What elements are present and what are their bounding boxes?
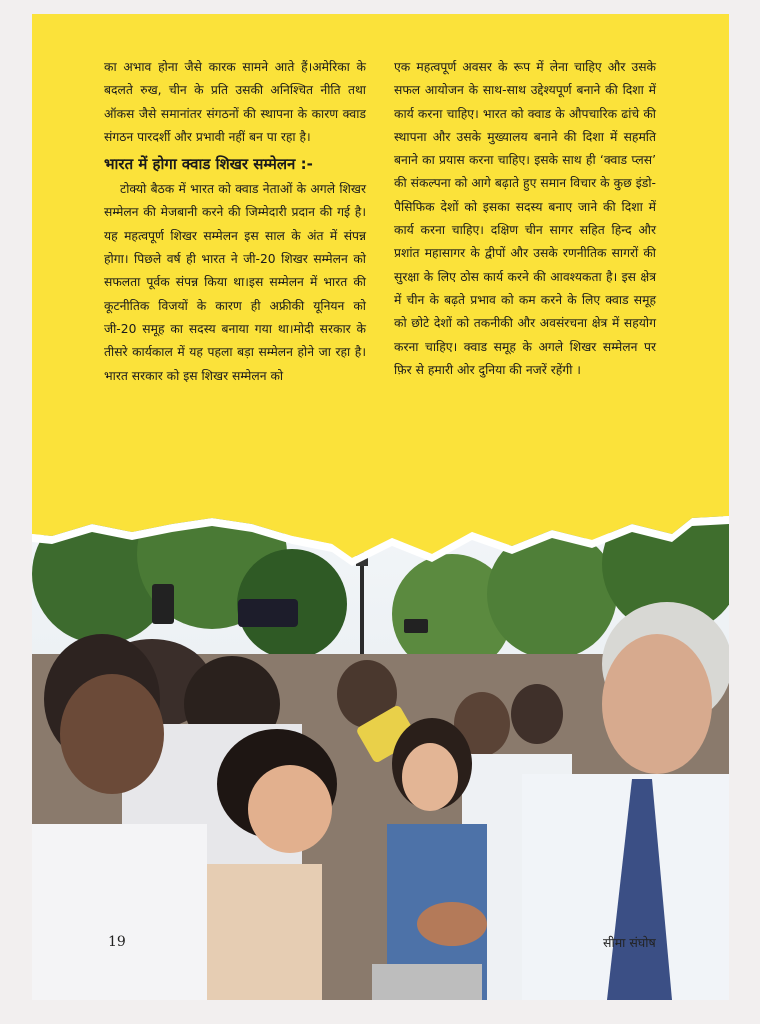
article-right-column	[394, 56, 656, 382]
event-photo	[32, 494, 729, 1000]
magazine-page	[32, 14, 729, 1000]
left-paragraph-2: टोक्यो बैठक में भारत को क्वाड नेताओं के अगले शिखर सम्मेलन की मेजबानी करने की जिम्मेदारी प्रदान की गई है। यह महत्वपूर्ण शिखर सम्मेलन इस साल के अंत में संपन्न होगा। पिछले वर्ष ही भारत ने जी-20 शिखर सम्मेलन को सफलता पूर्वक संपन्न किया था।इस सम्मेलन में भारत की कूटनीतिक विजयों के कारण ही अफ्रीकी यूनियन को जी-20 समूह का सदस्य बनाया गया था।मोदी सरकार के तीसरे कार्यकाल में यह पहला बड़ा सम्मेलन होने जा रहा है।भारत सरकार को इस शिखर सम्मेलन को	[104, 182, 366, 383]
photo-credit: सीमा संघोष	[603, 935, 656, 950]
section-heading: भारत में होगा क्वाड शिखर सम्मेलन :-	[104, 155, 313, 174]
right-paragraph-1: एक महत्वपूर्ण अवसर के रूप में लेना चाहिए और उसके सफल आयोजन के साथ-साथ उद्देश्यपूर्ण बनाने की दिशा में कार्य करना चाहिए। भारत को क्वाड के औपचारिक ढांचे की स्थापना और उसके मुख्यालय बनाने की दिशा में सहमति बनाने का प्रयास करना चाहिए। इसके साथ ही ‘क्वाड प्लस’ की संकल्पना को आगे बढ़ाते हुए समान विचार के कुछ इंडो-पैसिफिक देशों को इसका सदस्य बनाए जाने की दिशा में कार्य करना चाहिए। दक्षिण चीन सागर सहित हिन्द और प्रशांत महासागर के द्वीपों और उसके रणनीतिक सागरों की सुरक्षा के लिए ठोस कार्य करने की आवश्यकता है। इस क्षेत्र में चीन के बढ़ते प्रभाव को कम करने के लिए क्वाड समूह को छोटे देशों को तकनीकी और अवसंरचना क्षेत्र में सहयोग करना चाहिए। क्वाड समूह के अगले शिखर सम्मेलन पर फ़िर से हमारी ओर दुनिया की नजरें रहेंगी ।	[394, 60, 656, 377]
article-left-column	[104, 56, 366, 388]
left-paragraph-1: का अभाव होना जैसे कारक सामने आते हैं।अमेरिका के बदलते रुख, चीन के प्रति उसकी अनिश्चित नीति तथा ऑकस जैसे समानांतर संगठनों की स्थापना के कारण क्वाड संगठन पारदर्शी और प्रभावी नहीं बन पा रहा है।	[104, 60, 366, 144]
page-number: 19	[108, 934, 126, 950]
